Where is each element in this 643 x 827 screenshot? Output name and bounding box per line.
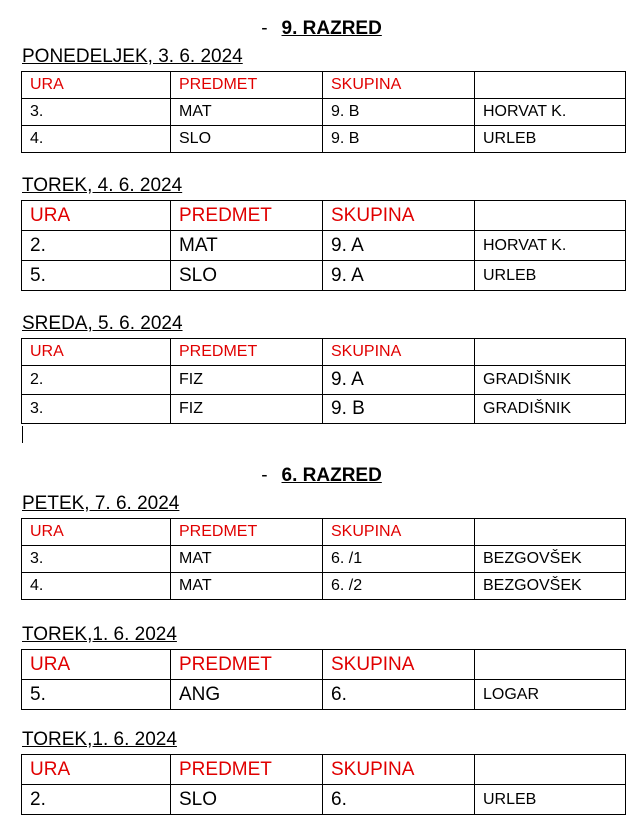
header-predmet: PREDMET <box>171 339 323 366</box>
cell-skupina: 6. <box>323 785 475 815</box>
header-ura: URA <box>22 755 171 785</box>
schedule-table-sreda <box>21 338 626 424</box>
cell-predmet: SLO <box>171 261 323 291</box>
cell-ura: 2. <box>22 231 171 261</box>
header-skupina: SKUPINA <box>323 72 475 99</box>
cell-teacher: LOGAR <box>475 680 626 710</box>
day-title-torek-b: TOREK,1. 6. 2024 <box>22 729 177 750</box>
day-title-torek: TOREK, 4. 6. 2024 <box>22 175 183 196</box>
header-ura: URA <box>22 650 171 680</box>
table-header-row <box>22 755 626 785</box>
cell-ura: 2. <box>22 366 171 395</box>
table-header-row <box>22 519 626 546</box>
header-teacher <box>475 72 626 99</box>
cell-teacher: URLEB <box>475 261 626 291</box>
table-row <box>22 99 626 126</box>
cell-predmet: FIZ <box>171 395 323 424</box>
cell-teacher: BEZGOVŠEK <box>475 573 626 600</box>
table-header-row <box>22 201 626 231</box>
header-predmet: PREDMET <box>171 519 323 546</box>
cell-skupina: 9. A <box>323 366 475 395</box>
day-title-sreda: SREDA, 5. 6. 2024 <box>22 313 183 334</box>
cell-teacher: URLEB <box>475 126 626 153</box>
cell-skupina: 9. B <box>323 99 475 126</box>
table-header-row <box>22 650 626 680</box>
cell-skupina: 9. B <box>323 395 475 424</box>
cell-skupina: 9. B <box>323 126 475 153</box>
header-predmet: PREDMET <box>171 72 323 99</box>
cell-ura: 3. <box>22 546 171 573</box>
table-row <box>22 546 626 573</box>
header-teacher <box>475 201 626 231</box>
cell-predmet: ANG <box>171 680 323 710</box>
header-teacher <box>475 339 626 366</box>
schedule-table-torek-a <box>21 649 626 710</box>
text-cursor <box>22 426 23 443</box>
heading-text: 6. RAZRED <box>281 465 382 486</box>
header-predmet: PREDMET <box>171 201 323 231</box>
cell-ura: 5. <box>22 680 171 710</box>
day-title-petek: PETEK, 7. 6. 2024 <box>22 493 180 514</box>
table-row <box>22 231 626 261</box>
day-title-ponedeljek: PONEDELJEK, 3. 6. 2024 <box>22 46 243 67</box>
cell-predmet: MAT <box>171 99 323 126</box>
table-row <box>22 785 626 815</box>
cell-skupina: 6. /1 <box>323 546 475 573</box>
schedule-table-petek <box>21 518 626 600</box>
table-header-row <box>22 339 626 366</box>
header-ura: URA <box>22 201 171 231</box>
cell-teacher: GRADIŠNIK <box>475 366 626 395</box>
header-skupina: SKUPINA <box>323 339 475 366</box>
day-title-torek-a: TOREK,1. 6. 2024 <box>22 624 177 645</box>
cell-predmet: MAT <box>171 231 323 261</box>
cell-teacher: HORVAT K. <box>475 99 626 126</box>
section-heading-6-razred <box>0 465 643 487</box>
cell-teacher: GRADIŠNIK <box>475 395 626 424</box>
cell-ura: 4. <box>22 126 171 153</box>
table-row <box>22 261 626 291</box>
cell-predmet: FIZ <box>171 366 323 395</box>
cell-predmet: MAT <box>171 573 323 600</box>
heading-dash: - <box>261 18 268 39</box>
cell-skupina: 6. /2 <box>323 573 475 600</box>
cell-predmet: SLO <box>171 126 323 153</box>
cell-ura: 2. <box>22 785 171 815</box>
cell-ura: 4. <box>22 573 171 600</box>
schedule-table-ponedeljek <box>21 71 626 153</box>
cell-ura: 3. <box>22 395 171 424</box>
header-skupina: SKUPINA <box>323 650 475 680</box>
cell-teacher: HORVAT K. <box>475 231 626 261</box>
header-teacher <box>475 519 626 546</box>
header-teacher <box>475 650 626 680</box>
table-row <box>22 366 626 395</box>
table-row <box>22 680 626 710</box>
table-row <box>22 126 626 153</box>
header-ura: URA <box>22 519 171 546</box>
header-skupina: SKUPINA <box>323 519 475 546</box>
header-ura: URA <box>22 339 171 366</box>
heading-dash: - <box>261 465 268 486</box>
cell-ura: 3. <box>22 99 171 126</box>
cell-skupina: 9. A <box>323 261 475 291</box>
header-ura: URA <box>22 72 171 99</box>
table-header-row <box>22 72 626 99</box>
cell-ura: 5. <box>22 261 171 291</box>
table-row <box>22 573 626 600</box>
schedule-table-torek-b <box>21 754 626 815</box>
cell-skupina: 9. A <box>323 231 475 261</box>
cell-teacher: URLEB <box>475 785 626 815</box>
schedule-table-torek <box>21 200 626 291</box>
header-predmet: PREDMET <box>171 650 323 680</box>
cell-skupina: 6. <box>323 680 475 710</box>
cell-predmet: MAT <box>171 546 323 573</box>
header-skupina: SKUPINA <box>323 755 475 785</box>
header-predmet: PREDMET <box>171 755 323 785</box>
table-row <box>22 395 626 424</box>
header-teacher <box>475 755 626 785</box>
heading-text: 9. RAZRED <box>281 18 382 39</box>
section-heading-9-razred <box>0 18 643 40</box>
cell-teacher: BEZGOVŠEK <box>475 546 626 573</box>
header-skupina: SKUPINA <box>323 201 475 231</box>
cell-predmet: SLO <box>171 785 323 815</box>
